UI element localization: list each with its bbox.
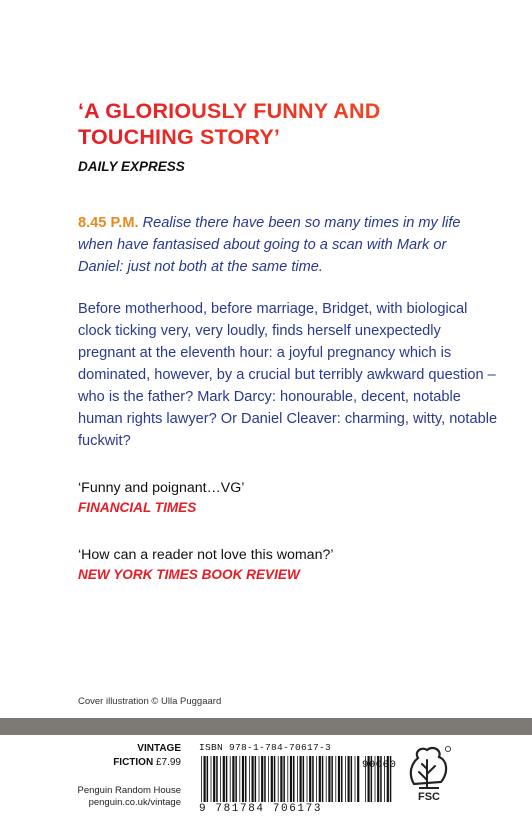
quote-1-text: ‘Funny and poignant…VG’ — [78, 480, 245, 496]
diary-extract — [78, 212, 478, 278]
quote-2-text: ‘How can a reader not love this woman?’ — [78, 547, 334, 563]
imprint-label: VINTAGE — [137, 743, 181, 754]
headline-source: DAILY EXPRESS — [78, 159, 185, 174]
headline-quote — [78, 98, 498, 150]
addon-number: 90000 — [362, 759, 397, 771]
headline-line-2: TOUCHING STORY’ — [78, 125, 281, 149]
barcode-number: 9 781784 706173 — [199, 803, 323, 815]
quote-1-source: FINANCIAL TIMES — [78, 500, 197, 515]
synopsis: Before motherhood, before marriage, Bridget, with biological clock ticking very, very loudly, finds herself unexpectedly pregnant at the eleventh hour: a joyful pregnancy which is dominated, however, by a crucial but terribly awkward question – who is the father? Mark Darcy: honourable, decent, notable human rights lawyer? Or Daniel Cleaver: charming, witty, notable fuckwit? — [78, 301, 498, 449]
price-label: £7.99 — [155, 757, 181, 768]
cover-credit: Cover illustration © Ulla Puggaard — [78, 696, 222, 707]
quote-2-source: NEW YORK TIMES BOOK REVIEW — [78, 567, 300, 582]
footer-band — [0, 718, 532, 735]
barcode — [200, 756, 360, 802]
svg-text:FSC: FSC — [418, 791, 440, 802]
publisher-url: penguin.co.uk/vintage — [88, 797, 181, 808]
fsc-logo — [405, 744, 453, 802]
price-line — [113, 756, 181, 769]
publisher-name: Penguin Random House — [77, 785, 181, 796]
category-label: FICTION — [113, 757, 154, 768]
extract-text: Realise there have been so many times in my life when have fantasised about going to a scan with Mark or Daniel: just not both at the same time. — [78, 215, 461, 275]
publisher-info — [77, 785, 181, 809]
isbn-label: ISBN 978-1-784-70617-3 — [199, 742, 332, 753]
headline-line-1: ‘A GLORIOUSLY FUNNY AND — [78, 99, 381, 123]
extract-time: 8.45 P.M. — [78, 215, 139, 231]
